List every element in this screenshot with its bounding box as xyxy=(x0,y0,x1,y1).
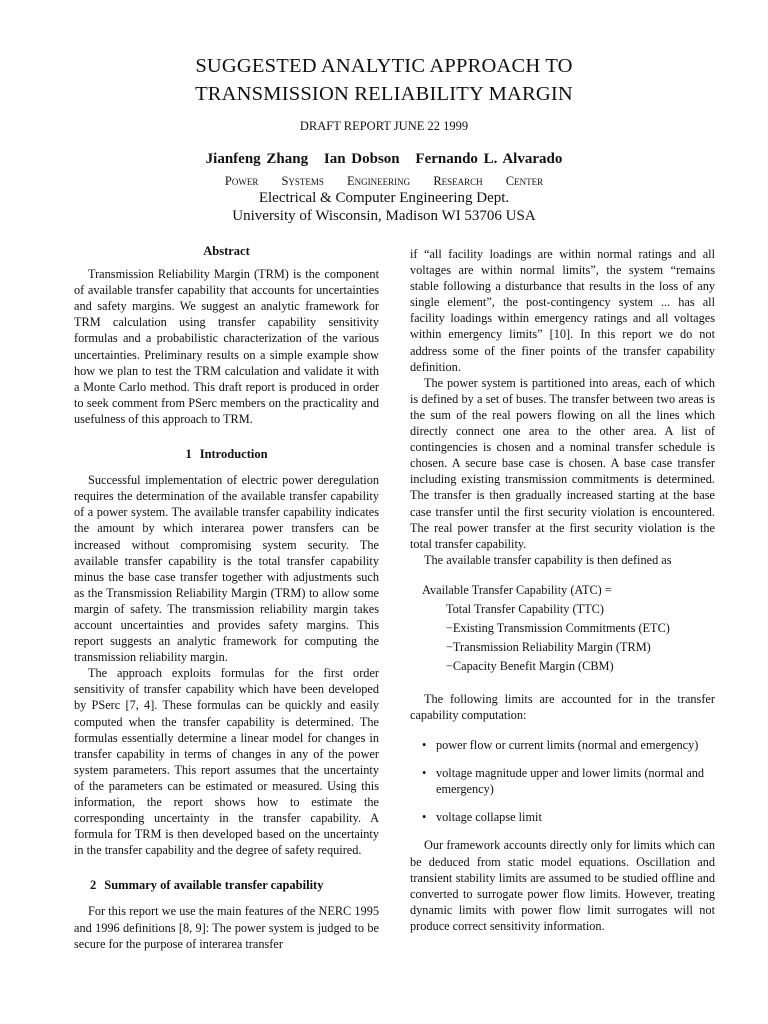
paragraph: The power system is partitioned into areas, each of which is defined by a set of buses. The transfer between two areas is the sum of the real powers flowing on all the lines which directly connect one area to the other area. A list of contingencies is chosen and a nominal transfer schedule is chosen. A secure base case is chosen. A base case transfer including existing transmission commitments is determined. The transfer is then gradually increased starting at the base case transfer until the first security violation is encountered. The real power transfer at the first security violation is the total transfer capability. xyxy=(410,375,715,551)
paragraph: Our framework accounts directly only for limits which can be deduced from static model equations. Oscillation and transient stability limits are assumed to be studied offline and converted to surrogate power flow limits. However, treating dynamic limits with power flow limit surrogates will not produce correct sensitivity information. xyxy=(410,838,715,933)
formula-line: Available Transfer Capability (ATC) = xyxy=(422,582,612,597)
paragraph: Successful implementation of electric power deregulation requires the determination of the available transfer capability of a power system. The available transfer capability indicates the amount by which interarea power transfers can be increased without compromising system security. The available transfer capability is the total transfer capability minus the base case transfer together with adjustments such as the Transmission Reliability Margin (TRM) to allow some margin of safety. The transmission reliability margin takes account uncertainties and provides safety margins. This report suggests an analytic framework for computing the transmission reliability margin. xyxy=(74,473,379,665)
abstract-heading: Abstract xyxy=(203,244,250,258)
list-item xyxy=(410,737,715,753)
bullet-icon: • xyxy=(422,738,427,753)
center-word: Engineering xyxy=(347,174,411,188)
department: Electrical & Computer Engineering Dept. xyxy=(258,190,510,206)
left-column xyxy=(74,243,379,952)
formula-line: −Transmission Reliability Margin (TRM) xyxy=(446,639,651,654)
paragraph: if “all facility loadings are within normal ratings and all voltages are within normal limits”, the system “remains stable following a disturbance that results in the loss of any single element”, the post-contingency system ... has all facility loadings within emergency ratings and all voltages within emergency limits” [10]. In this report we do not address some of the finer points of the transfer capability definition. xyxy=(410,247,715,374)
author-name: Ian Dobson xyxy=(323,151,400,167)
center-word: Center xyxy=(505,174,544,188)
list-item-text: voltage collapse limit xyxy=(436,810,542,825)
list-item-text: power flow or current limits (normal and emergency) xyxy=(436,738,699,753)
research-center xyxy=(0,174,768,189)
formula-line: −Capacity Benefit Margin (CBM) xyxy=(446,658,614,673)
list-item-text: voltage magnitude upper and lower limits (normal and emergency) xyxy=(436,766,705,797)
paragraph: The approach exploits formulas for the first order sensitivity of transfer capability which have been developed by PSerc [7, 4]. These formulas can be quickly and easily computed when the transfer capability is determined. The formulas essentially determine a linear model for changes in transfer capability in terms of changes in any of the power system parameters. This report assumes that the uncertainty of the parameters can be estimated or measured. Using this information, the report shows how to estimate the corresponding uncertainty in the transfer capability. A formula for TRM is then developed based on the uncertainty in the transfer capability and the degree of safety required. xyxy=(74,666,379,858)
paper-title-line-1: SUGGESTED ANALYTIC APPROACH TO xyxy=(195,55,573,77)
section-heading xyxy=(74,877,379,893)
paper-title-line-2: TRANSMISSION RELIABILITY MARGIN xyxy=(195,83,573,105)
author-name: Fernando L. Alvarado xyxy=(415,151,563,167)
university: University of Wisconsin, Madison WI 53706 USA xyxy=(232,208,536,224)
abstract-text: Transmission Reliability Margin (TRM) is the component of available transfer capability that accounts for uncertainties and safety margins. We suggest an analytic framework for TRM calculation using transfer capability sensitivity formulas and a probabilistic characterization of the various uncertainties. Preliminary results on a simple example show how we plan to test the TRM calculation and validate it with a Monte Carlo method. This draft report is produced in order to seek comment from PSerc members on the practicality and usefulness of this approach to TRM. xyxy=(74,267,379,426)
center-word: Systems xyxy=(281,174,324,188)
author-list xyxy=(0,151,768,168)
draft-date: DRAFT REPORT JUNE 22 1999 xyxy=(299,119,469,133)
formula-line: Total Transfer Capability (TTC) xyxy=(446,601,604,616)
paragraph: The following limits are accounted for in the transfer capability computation: xyxy=(410,691,715,722)
section-number: 2 xyxy=(90,878,97,893)
paragraph: The available transfer capability is then defined as xyxy=(424,552,672,567)
list-item xyxy=(410,809,715,825)
section-title: Introduction xyxy=(199,447,268,462)
paragraph: For this report we use the main features of the NERC 1995 and 1996 definitions [8, 9]: The power system is judged to be secure for the purpose of interarea transfer xyxy=(74,904,379,951)
section-title: Summary of available transfer capability xyxy=(104,878,324,893)
center-word: Research xyxy=(433,174,483,188)
formula-line: −Existing Transmission Commitments (ETC) xyxy=(446,620,670,635)
section-heading xyxy=(74,446,379,462)
author-name: Jianfeng Zhang xyxy=(205,151,309,167)
limits-list xyxy=(410,737,715,825)
bullet-icon: • xyxy=(422,810,427,825)
section-number: 1 xyxy=(185,447,192,462)
bullet-icon: • xyxy=(422,766,427,781)
list-item xyxy=(410,765,715,797)
center-word: Power xyxy=(224,174,259,188)
right-column xyxy=(410,246,715,934)
atc-formula xyxy=(410,582,715,675)
